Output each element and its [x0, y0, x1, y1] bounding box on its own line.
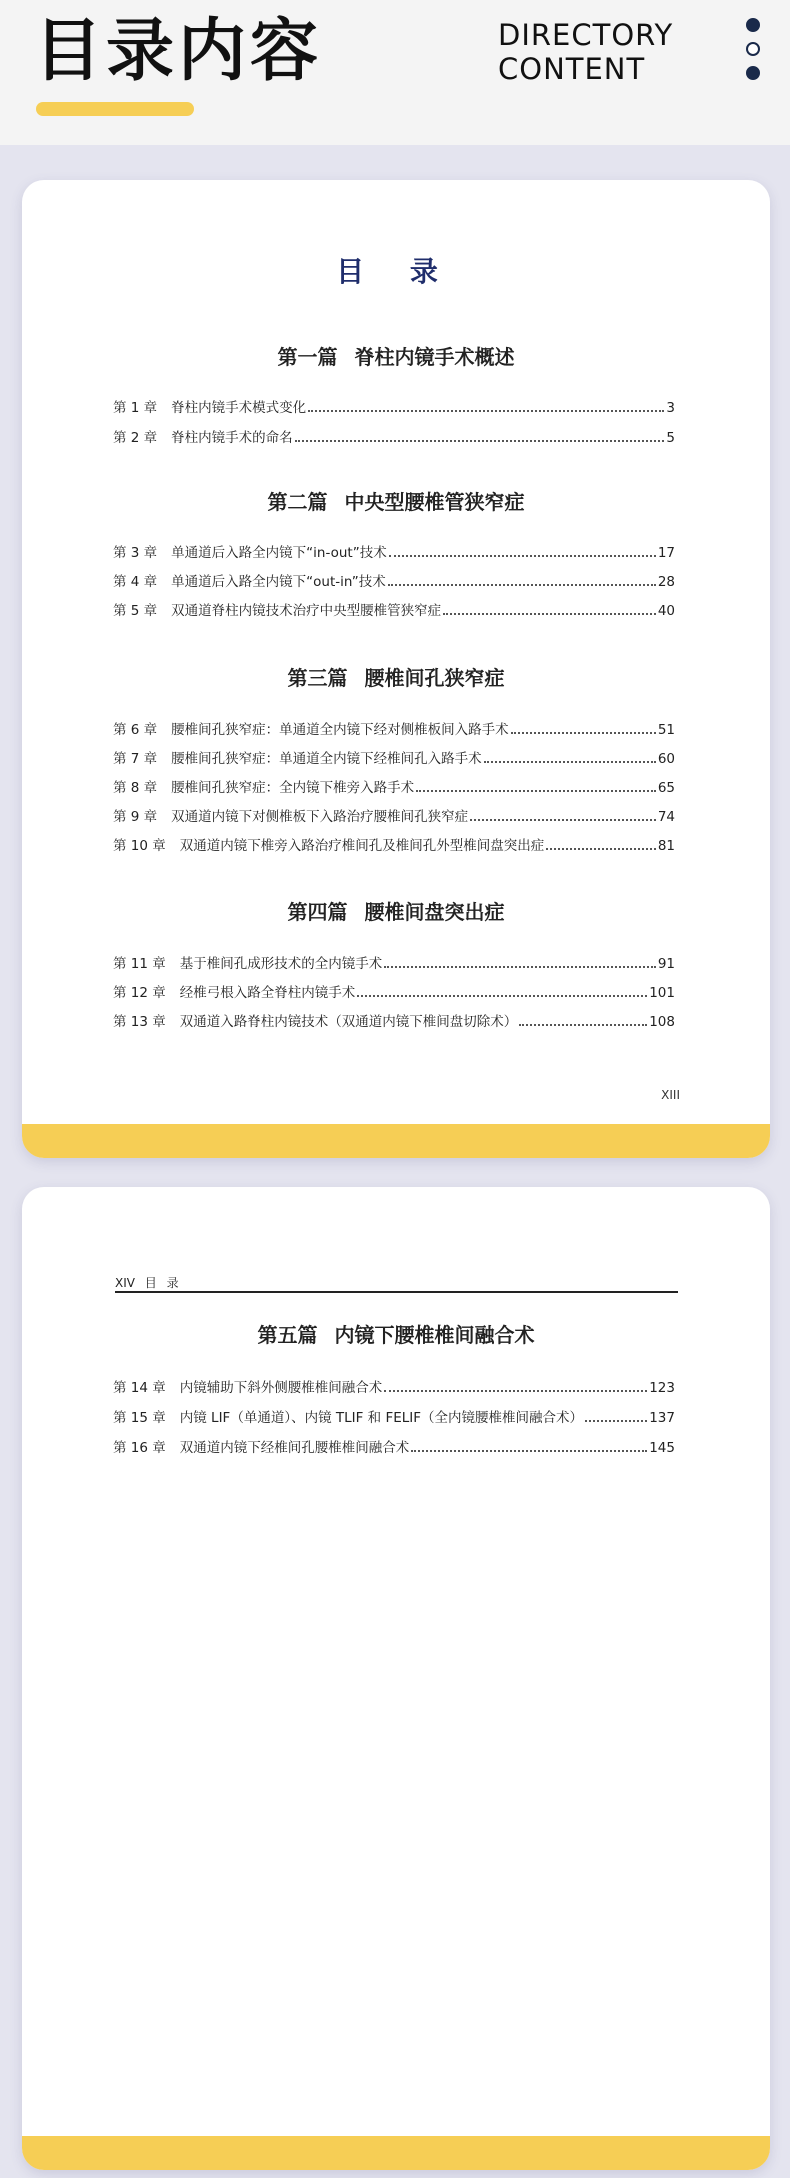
- page-ref: 3: [666, 400, 675, 416]
- toc-page-card-1: [22, 180, 770, 1158]
- dot-icon: [746, 66, 760, 80]
- card-bottom-bar: [22, 1124, 770, 1158]
- chapter-title: 内镜 LIF（单通道）、内镜 TLIF 和 FELIF（全内镜腰椎椎间融合术）: [179, 1410, 584, 1426]
- page-dots: [746, 18, 760, 90]
- toc-entry: [113, 1439, 675, 1457]
- header-rule: [115, 1291, 678, 1293]
- chapter-title: 双通道内镜下对侧椎板下入路治疗腰椎间孔狭窄症: [171, 809, 469, 825]
- chapter-title: 双通道内镜下椎旁入路治疗椎间孔及椎间孔外型椎间盘突出症: [179, 838, 545, 854]
- chapter-title: 单通道后入路全内镜下“in-out”技术: [171, 545, 387, 561]
- page-ref: 137: [649, 1410, 675, 1426]
- page-ref: 74: [657, 809, 675, 825]
- chapter-title: 双通道入路脊柱内镜技术（双通道内镜下椎间盘切除术）: [179, 1014, 518, 1030]
- chapter-number: 第 8 章: [113, 780, 158, 796]
- header-banner: [0, 0, 790, 145]
- dot-leader: [585, 1420, 647, 1422]
- chapter-number: 第 11 章: [113, 956, 166, 972]
- chapter-number: 第 12 章: [113, 985, 166, 1001]
- page-ref: 60: [657, 751, 675, 767]
- part-title: 第一篇 脊柱内镜手术概述: [277, 345, 515, 369]
- toc-entry: [113, 837, 675, 855]
- toc-entry: [113, 1409, 675, 1427]
- chapter-number: 第 4 章: [113, 574, 158, 590]
- page-ref: 81: [657, 838, 675, 854]
- header-en-line2: CONTENT: [498, 52, 646, 86]
- header-en-line1: DIRECTORY: [498, 18, 674, 52]
- toc-entry: [113, 573, 675, 591]
- page-ref: 91: [657, 956, 675, 972]
- card-bottom-bar: [22, 2136, 770, 2170]
- chapter-title: 脊柱内镜手术模式变化: [171, 400, 307, 416]
- page-ref: 108: [649, 1014, 675, 1030]
- header-underline: [36, 102, 194, 116]
- chapter-number: 第 1 章: [113, 400, 158, 416]
- page-ref: 101: [649, 985, 675, 1001]
- chapter-number: 第 9 章: [113, 809, 158, 825]
- page-number: XIII: [661, 1088, 680, 1102]
- running-head: XIV 目 录: [115, 1276, 179, 1290]
- dot-leader: [411, 1450, 647, 1452]
- chapter-number: 第 15 章: [113, 1410, 166, 1426]
- page-ref: 28: [657, 574, 675, 590]
- toc-page-card-2: [22, 1187, 770, 2170]
- dot-leader: [308, 410, 664, 412]
- chapter-title: 脊柱内镜手术的命名: [171, 430, 293, 446]
- chapter-number: 第 5 章: [113, 603, 158, 619]
- toc-entry: [113, 808, 675, 826]
- dot-leader: [443, 613, 656, 615]
- dot-leader: [470, 819, 656, 821]
- chapter-number: 第 6 章: [113, 722, 158, 738]
- toc-entry: [113, 399, 675, 417]
- chapter-number: 第 13 章: [113, 1014, 166, 1030]
- dot-leader: [484, 761, 656, 763]
- toc-entry: [113, 779, 675, 797]
- page-ref: 40: [657, 603, 675, 619]
- toc-entry: [113, 955, 675, 973]
- dot-leader: [416, 790, 656, 792]
- part-title: 第三篇 腰椎间孔狭窄症: [287, 666, 505, 690]
- chapter-number: 第 2 章: [113, 430, 158, 446]
- chapter-title: 腰椎间孔狭窄症：单通道全内镜下经对侧椎板间入路手术: [171, 722, 509, 738]
- toc-entry: [113, 721, 675, 739]
- dot-icon: [746, 18, 760, 32]
- part-title: 第二篇 中央型腰椎管狭窄症: [267, 490, 525, 514]
- dot-leader: [388, 584, 656, 586]
- chapter-title: 单通道后入路全内镜下“out-in”技术: [171, 574, 386, 590]
- dot-leader: [546, 848, 656, 850]
- page-ref: 123: [649, 1380, 675, 1396]
- dot-leader: [511, 732, 656, 734]
- dot-leader: [389, 555, 656, 557]
- page-ref: 17: [657, 545, 675, 561]
- chapter-number: 第 7 章: [113, 751, 158, 767]
- chapter-title: 内镜辅助下斜外侧腰椎椎间融合术: [179, 1380, 383, 1396]
- chapter-title: 腰椎间孔狭窄症：全内镜下椎旁入路手术: [171, 780, 415, 796]
- chapter-number: 第 14 章: [113, 1380, 166, 1396]
- page-ref: 5: [666, 430, 675, 446]
- chapter-title: 双通道脊柱内镜技术治疗中央型腰椎管狭窄症: [171, 603, 442, 619]
- dot-leader: [384, 966, 656, 968]
- chapter-title: 双通道内镜下经椎间孔腰椎椎间融合术: [179, 1440, 410, 1456]
- toc-entry: [113, 429, 675, 447]
- dot-leader: [357, 995, 647, 997]
- chapter-title: 基于椎间孔成形技术的全内镜手术: [179, 956, 383, 972]
- page-ref: 145: [649, 1440, 675, 1456]
- toc-title: 目 录: [336, 255, 456, 288]
- toc-entry: [113, 1379, 675, 1397]
- part-title: 第五篇 内镜下腰椎椎间融合术: [257, 1323, 535, 1347]
- chapter-title: 腰椎间孔狭窄症：单通道全内镜下经椎间孔入路手术: [171, 751, 482, 767]
- dot-leader: [384, 1390, 647, 1392]
- header-english-title: [498, 18, 673, 86]
- part-title: 第四篇 腰椎间盘突出症: [287, 900, 505, 924]
- toc-entry: [113, 984, 675, 1002]
- dot-hollow-icon: [746, 42, 760, 56]
- chapter-number: 第 3 章: [113, 545, 158, 561]
- toc-entry: [113, 602, 675, 620]
- page-ref: 51: [657, 722, 675, 738]
- chapter-number: 第 16 章: [113, 1440, 166, 1456]
- dot-leader: [519, 1024, 647, 1026]
- toc-entry: [113, 750, 675, 768]
- chapter-title: 经椎弓根入路全脊柱内镜手术: [179, 985, 356, 1001]
- toc-entry: [113, 544, 675, 562]
- chapter-number: 第 10 章: [113, 838, 166, 854]
- toc-entry: [113, 1013, 675, 1031]
- page-ref: 65: [657, 780, 675, 796]
- header-title: 目录内容: [34, 12, 323, 91]
- dot-leader: [295, 440, 665, 442]
